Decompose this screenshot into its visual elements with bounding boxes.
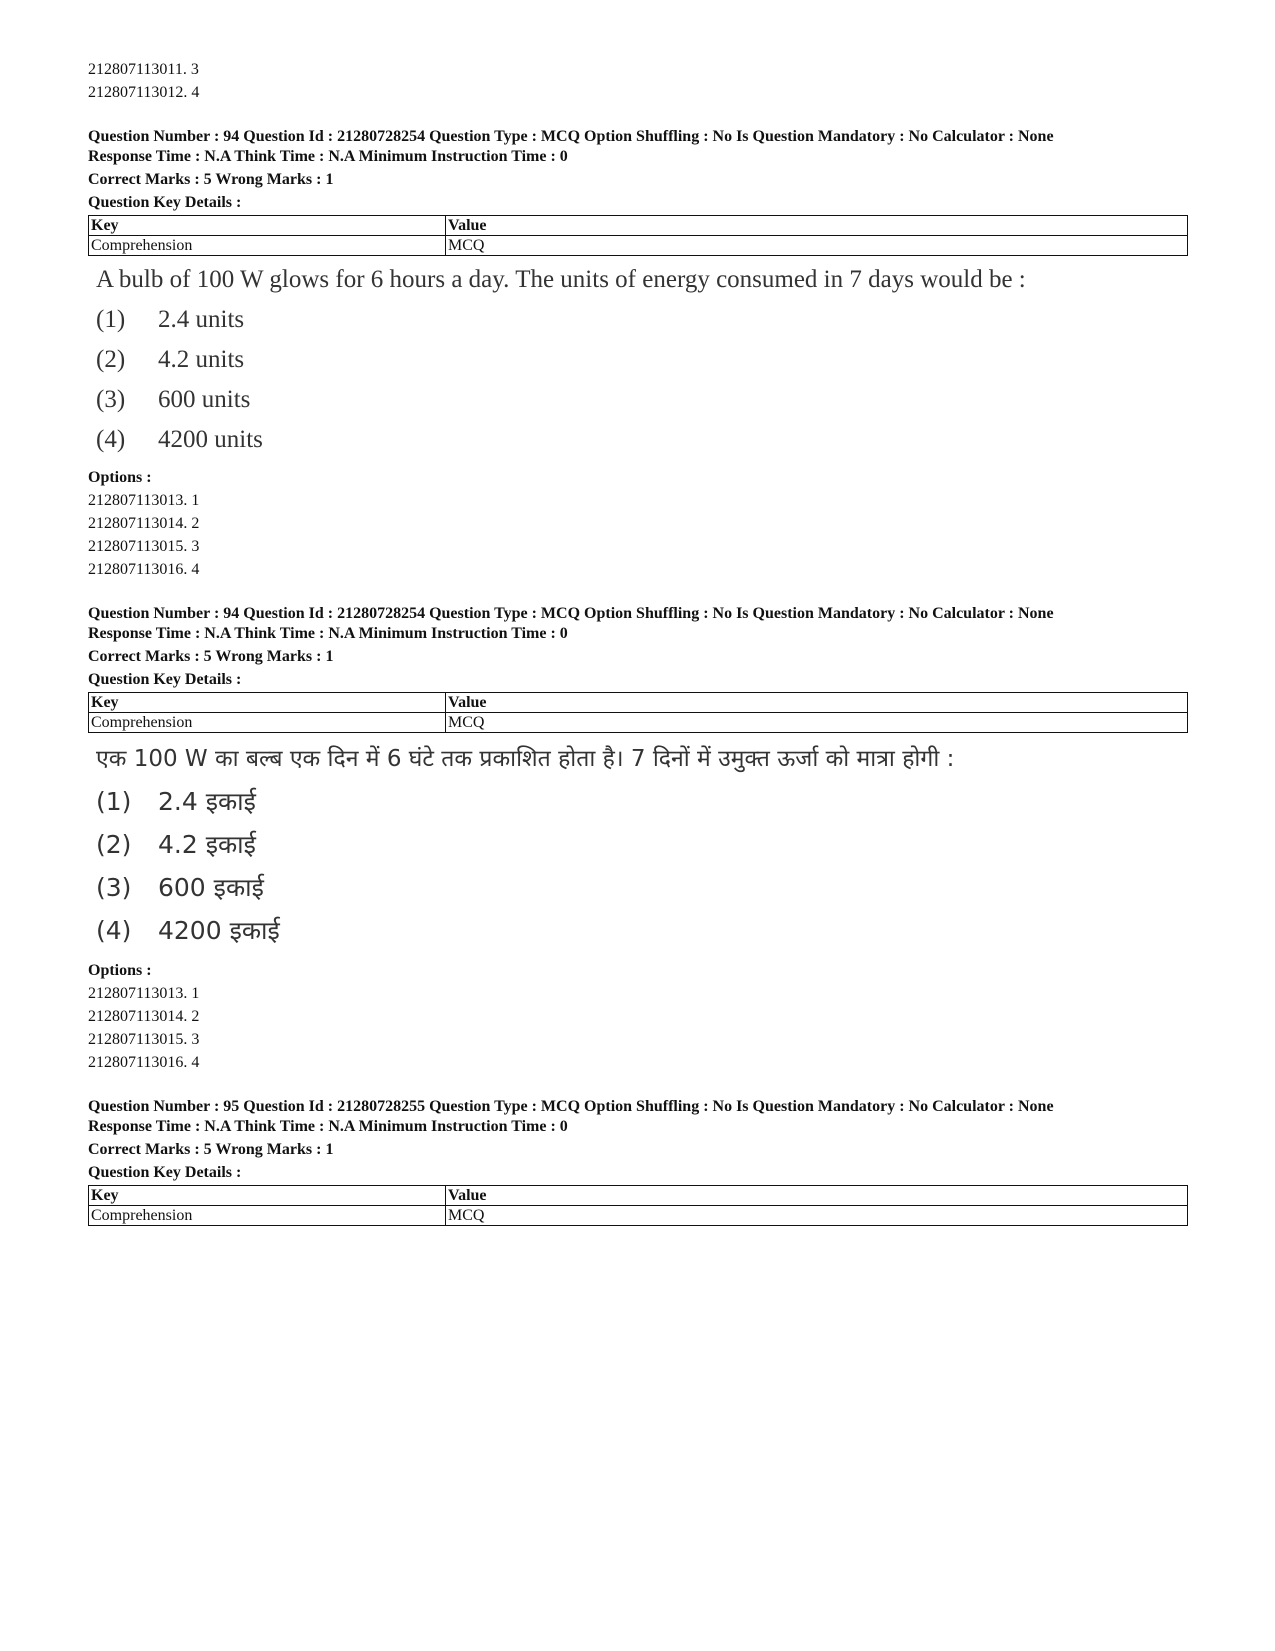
table-cell-key: Comprehension [89,236,446,256]
choice-2 [96,825,1188,865]
question-text: A bulb of 100 W glows for 6 hours a day. The units of energy consumed in 7 days would be : [96,266,1026,293]
choice-1 [96,782,1188,822]
choice-4 [96,911,1188,951]
question-text: एक 100 W का बल्ब एक दिन में 6 घंटे तक प्रकाशित होता है। 7 दिनों में उमुक्त ऊर्जा को मात्रा होगी : [96,746,955,772]
table-header-key: Key [89,693,446,713]
choice-text: 2.4 units [158,306,245,333]
marks-line: Correct Marks : 5 Wrong Marks : 1 [88,171,334,188]
choice-text: 4.2 इकाई [158,830,256,859]
option-line: 212807113015. 3 [88,1031,200,1048]
choice-text: 2.4 इकाई [158,787,256,816]
question-block-94-english [88,127,1188,581]
document-page [88,58,1188,1226]
choice-text: 600 इकाई [158,873,264,902]
question-content [96,262,1188,458]
choice-text: 4200 इकाई [158,916,280,945]
choice-number: (3) [96,873,132,902]
choice-number: (1) [96,787,132,816]
table-row [89,236,1188,256]
table-header-key: Key [89,216,446,236]
option-line: 212807113014. 2 [88,515,200,532]
choice-4 [96,421,1188,458]
option-line: 212807113016. 4 [88,1054,200,1071]
table-header-value: Value [446,693,1188,713]
key-details-table [88,1185,1188,1226]
question-meta-line: Question Number : 94 Question Id : 21280728254 Question Type : MCQ Option Shuffling : No Is Question Mandatory : No Calculator : None [88,128,1054,145]
table-cell-value: MCQ [446,236,1188,256]
key-details-label: Question Key Details : [88,1164,242,1181]
marks-line: Correct Marks : 5 Wrong Marks : 1 [88,648,334,665]
table-header-row [89,693,1188,713]
key-details-table [88,215,1188,256]
choice-number: (4) [96,426,126,453]
key-details-label: Question Key Details : [88,671,242,688]
choice-3 [96,381,1188,418]
table-cell-key: Comprehension [89,713,446,733]
choice-text: 4.2 units [158,346,245,373]
table-cell-value: MCQ [446,713,1188,733]
option-line: 212807113014. 2 [88,1008,200,1025]
table-header-row [89,1186,1188,1206]
table-row [89,1206,1188,1226]
choice-number: (3) [96,386,126,413]
key-details-table [88,692,1188,733]
table-row [89,713,1188,733]
choice-3 [96,868,1188,908]
key-details-label: Question Key Details : [88,194,242,211]
option-line: 212807113016. 4 [88,561,200,578]
option-line: 212807113012. 4 [88,84,200,101]
question-meta-line: Question Number : 95 Question Id : 21280728255 Question Type : MCQ Option Shuffling : No Is Question Mandatory : No Calculator : None [88,1098,1054,1115]
option-line: 212807113011. 3 [88,61,199,78]
choice-number: (2) [96,830,132,859]
option-line: 212807113015. 3 [88,538,200,555]
options-label: Options : [88,962,152,979]
previous-options [88,58,1188,104]
question-timing-line: Response Time : N.A Think Time : N.A Minimum Instruction Time : 0 [88,1118,568,1135]
question-block-95 [88,1097,1188,1226]
table-header-key: Key [89,1186,446,1206]
options-label: Options : [88,469,152,486]
table-cell-key: Comprehension [89,1206,446,1226]
table-cell-value: MCQ [446,1206,1188,1226]
question-block-94-hindi [88,604,1188,1074]
table-header-value: Value [446,216,1188,236]
choice-2 [96,341,1188,378]
table-header-row [89,216,1188,236]
choice-text: 600 units [158,386,251,413]
choice-number: (4) [96,916,132,945]
question-meta-line: Question Number : 94 Question Id : 21280728254 Question Type : MCQ Option Shuffling : No Is Question Mandatory : No Calculator : None [88,605,1054,622]
question-timing-line: Response Time : N.A Think Time : N.A Minimum Instruction Time : 0 [88,625,568,642]
marks-line: Correct Marks : 5 Wrong Marks : 1 [88,1141,334,1158]
choice-number: (1) [96,306,126,333]
table-header-value: Value [446,1186,1188,1206]
question-content [96,739,1188,951]
choice-1 [96,301,1188,338]
option-line: 212807113013. 1 [88,492,200,509]
choice-text: 4200 units [158,426,263,453]
option-line: 212807113013. 1 [88,985,200,1002]
choice-number: (2) [96,346,126,373]
question-timing-line: Response Time : N.A Think Time : N.A Minimum Instruction Time : 0 [88,148,568,165]
